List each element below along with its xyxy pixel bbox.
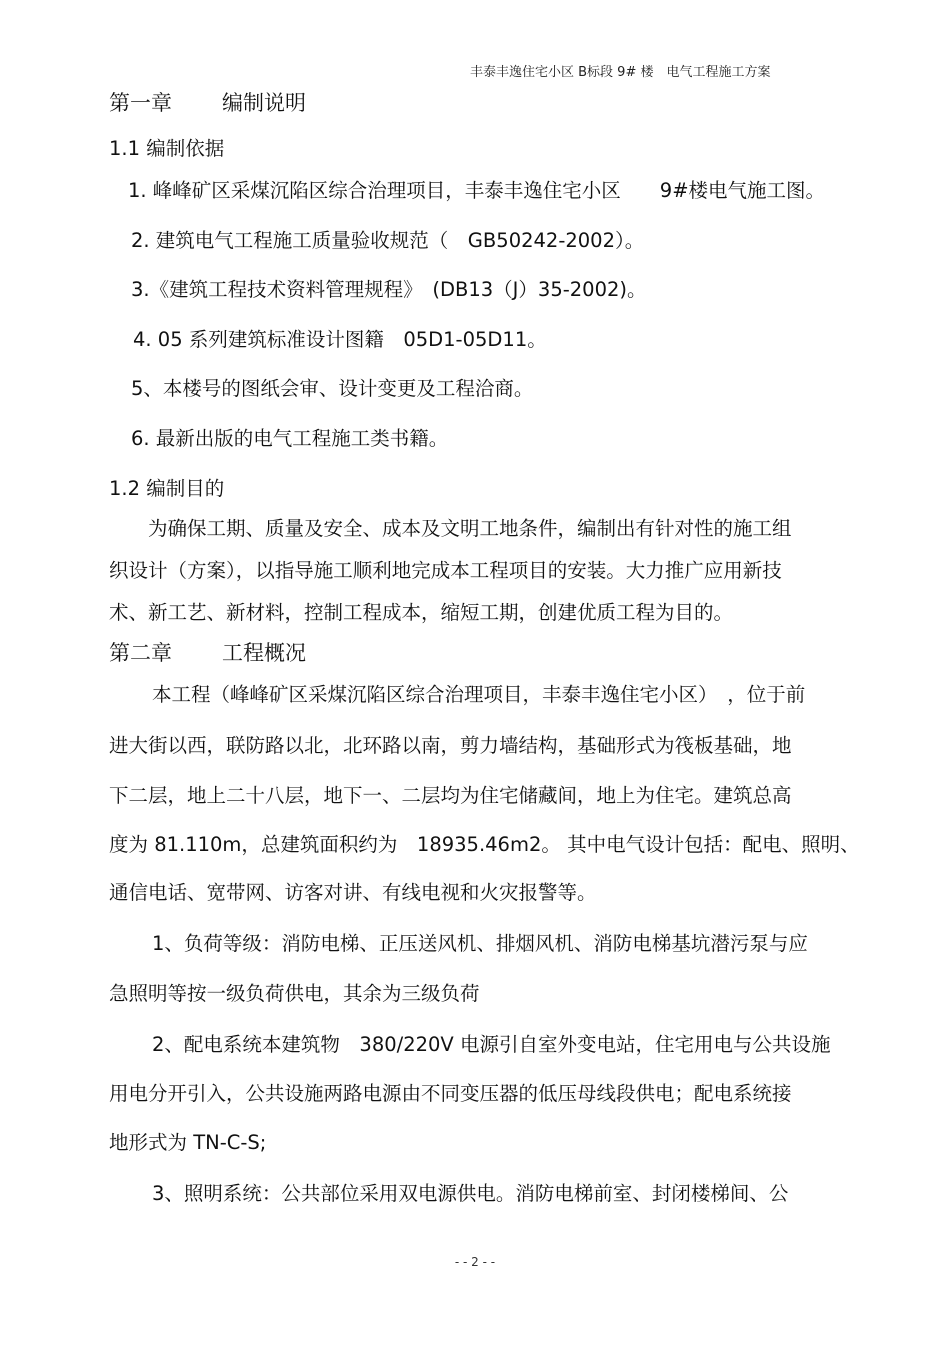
chapter-1-heading — [109, 90, 306, 116]
distribution-line-2: 用电分开引入，公共设施两路电源由不同变压器的低压母线段供电；配电系统接 — [109, 1082, 792, 1105]
overview-line-5: 通信电话、宽带网、访客对讲、有线电视和火灾报警等。 — [109, 881, 597, 904]
load-level-line-2: 急照明等按一级负荷供电，其余为三级负荷 — [109, 982, 480, 1005]
page-number: - - 2 - - — [454, 1255, 496, 1269]
page-header: 丰泰丰逸住宅小区 B标段 9# 楼 电气工程施工方案 — [470, 65, 771, 80]
basis-item-5: 5、本楼号的图纸会审、设计变更及工程洽商。 — [131, 377, 534, 400]
chapter-2-number: 第二章 — [109, 641, 172, 665]
basis-item-1: 1. 峰峰矿区采煤沉陷区综合治理项目，丰泰丰逸住宅小区 9#楼电气施工图。 — [128, 179, 826, 202]
basis-item-4: 4. 05 系列建筑标准设计图籍 05D1-05D11。 — [133, 328, 547, 351]
distribution-line-1: 2、配电系统本建筑物 380/220V 电源引自室外变电站，住宅用电与公共设施 — [152, 1033, 831, 1056]
basis-item-6: 6. 最新出版的电气工程施工类书籍。 — [131, 427, 449, 450]
chapter-1-title: 编制说明 — [222, 91, 306, 115]
purpose-line-3: 术、新工艺、新材料，控制工程成本，缩短工期，创建优质工程为目的。 — [109, 601, 734, 624]
chapter-1-number: 第一章 — [109, 91, 172, 115]
purpose-line-2: 织设计（方案），以指导施工顺利地完成本工程项目的安装。大力推广应用新技 — [109, 559, 782, 582]
overview-line-2: 进大街以西，联防路以北，北环路以南，剪力墙结构，基础形式为筏板基础，地 — [109, 734, 792, 757]
distribution-line-3: 地形式为 TN-C-S; — [109, 1131, 267, 1154]
lighting-line-1: 3、照明系统：公共部位采用双电源供电。消防电梯前室、封闭楼梯间、公 — [152, 1182, 789, 1205]
load-level-line-1: 1、负荷等级：消防电梯、正压送风机、排烟风机、消防电梯基坑潜污泵与应 — [152, 932, 808, 955]
overview-line-3: 下二层，地上二十八层，地下一、二层均为住宅储藏间，地上为住宅。建筑总高 — [109, 784, 792, 807]
overview-line-4: 度为 81.110m，总建筑面积约为 18935.46m2。 其中电气设计包括：配电、照明、 — [109, 833, 860, 856]
chapter-2-title: 工程概况 — [222, 641, 306, 665]
section-1-1-heading: 1.1 编制依据 — [109, 137, 225, 160]
chapter-2-heading — [109, 640, 306, 666]
basis-item-2: 2. 建筑电气工程施工质量验收规范（ GB50242-2002）。 — [131, 229, 645, 252]
basis-item-3: 3.《建筑工程技术资料管理规程》 (DB13（J）35-2002)。 — [131, 278, 647, 301]
overview-line-1: 本工程（峰峰矿区采煤沉陷区综合治理项目，丰泰丰逸住宅小区） ，位于前 — [152, 683, 806, 706]
section-1-2-heading: 1.2 编制目的 — [109, 477, 225, 500]
purpose-line-1: 为确保工期、质量及安全、成本及文明工地条件，编制出有针对性的施工组 — [148, 517, 792, 540]
